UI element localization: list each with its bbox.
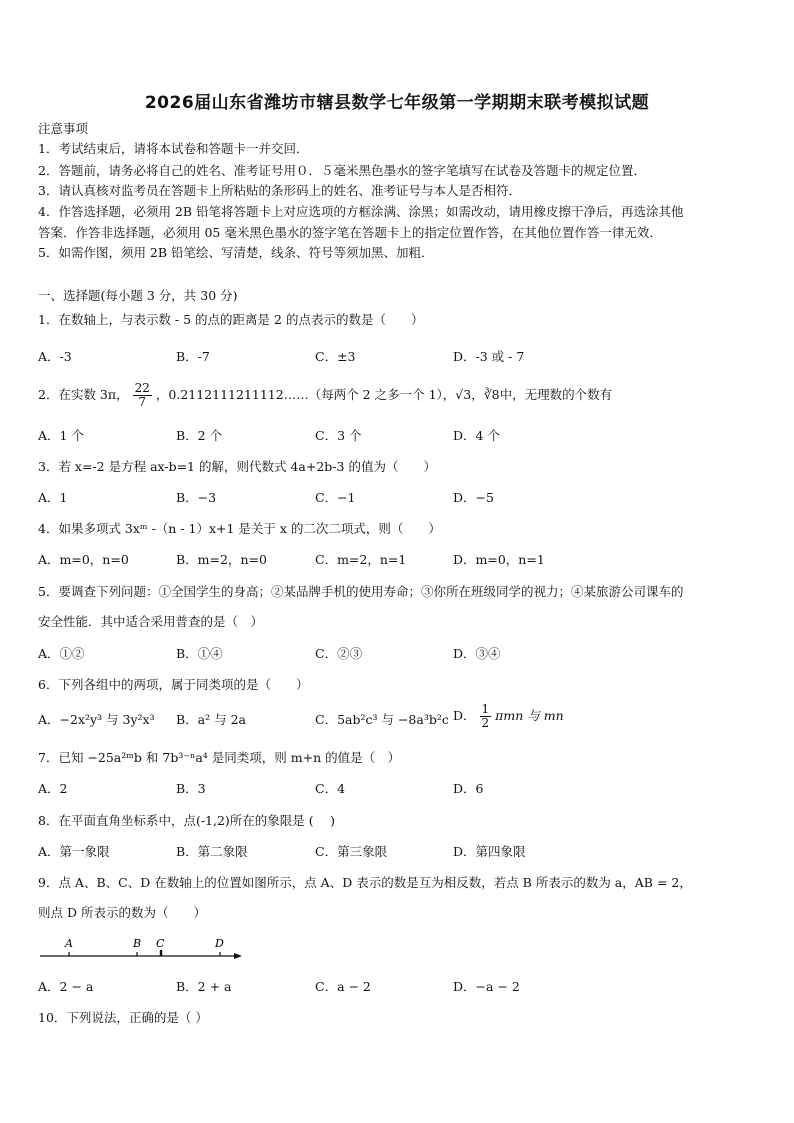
q7-option-d[interactable]: D．6 (453, 781, 484, 796)
question-9-stem: 9．点 A、B、C、D 在数轴上的位置如图所示，点 A、D 表示的数是互为相反数，若点 B 所表示的数为 a，AB = 2， (38, 875, 692, 890)
question-5-stem: 5．要调查下列问题：①全国学生的身高；②某品牌手机的使用寿命；③你所在班级同学的视力；④某旅游公司课车的 (38, 584, 684, 599)
number-line-figure (38, 934, 248, 964)
q6-option-d-label: D． (453, 708, 476, 723)
fraction-denominator: 2 (481, 716, 490, 730)
q3-option-b[interactable]: B．−3 (176, 490, 217, 505)
question-7-stem: 7．已知 −25a²ᵐb 和 7b³⁻ⁿa⁴ 是同类项，则 m+n 的值是（ ） (38, 750, 401, 765)
fraction (480, 703, 492, 730)
q8-option-d[interactable]: D．第四象限 (453, 844, 526, 859)
question-1-stem: 1．在数轴上，与表示数 - 5 的点的距离是 2 的点表示的数是（ ） (38, 312, 424, 327)
q5-option-b[interactable]: B．①④ (176, 646, 223, 661)
section-heading: 一、选择题(每小题 3 分，共 30 分) (38, 288, 238, 303)
q1-option-d[interactable]: D．-3 或 - 7 (453, 349, 525, 364)
point-label-b: B (133, 937, 142, 950)
q3-option-a[interactable]: A．1 (38, 490, 68, 505)
q1-option-a[interactable]: A．-3 (38, 349, 72, 364)
q3-option-c[interactable]: C．−1 (315, 490, 356, 505)
question-5-stem-cont: 安全性能．其中适合采用普查的是（ ） (38, 614, 264, 629)
question-10-stem: 10．下列说法，正确的是（ ） (38, 1010, 208, 1025)
q2-option-c[interactable]: C．3 个 (315, 428, 362, 443)
q9-option-c[interactable]: C．a − 2 (315, 979, 371, 994)
question-8-stem: 8．在平面直角坐标系中，点(-1,2)所在的象限是 ( ) (38, 813, 336, 828)
sqrt-3: √3 (455, 387, 472, 402)
q5-option-d[interactable]: D．③④ (453, 646, 501, 661)
q8-option-b[interactable]: B．第二象限 (176, 844, 248, 859)
q2-option-d[interactable]: D．4 个 (453, 428, 500, 443)
q9-option-a[interactable]: A．2 − a (38, 979, 94, 994)
notice-item: 答案．作答非选择题，必须用 05 毫米黑色墨水的签字笔在答题卡上的指定位置作答，在其他位置作答一律无效． (38, 225, 662, 240)
notice-item: 5．如需作图，须用 2B 铅笔绘、写清楚，线条、符号等须加黑、加粗． (38, 245, 434, 260)
q4-option-c[interactable]: C．m=2，n=1 (315, 552, 407, 567)
point-label-c: C (156, 937, 165, 950)
q8-option-c[interactable]: C．第三象限 (315, 844, 388, 859)
number-line-arrow (234, 953, 242, 959)
notice-item: 2．答题前，请务必将自己的姓名、准考证号用０．５毫米黑色墨水的签字笔填写在试卷及答题卡的规定位置． (38, 163, 646, 178)
q2-option-b[interactable]: B．2 个 (176, 428, 223, 443)
q8-option-a[interactable]: A．第一象限 (38, 844, 110, 859)
q1-option-b[interactable]: B．-7 (176, 349, 210, 364)
q9-option-b[interactable]: B．2 + a (176, 979, 232, 994)
fraction (133, 382, 152, 409)
point-label-d: D (215, 937, 224, 950)
question-3-stem: 3．若 x=-2 是方程 ax-b=1 的解，则代数式 4a+2b-3 的值为（ ） (38, 459, 436, 474)
fraction-numerator: 1 (481, 702, 490, 716)
notice-item: 3．请认真核对监考员在答题卡上所粘贴的条形码上的姓名、准考证号与本人是否相符． (38, 183, 521, 198)
q3-option-d[interactable]: D．−5 (453, 490, 494, 505)
notice-item: 1．考试结束后，请将本试卷和答题卡一并交回． (38, 141, 309, 156)
q5-option-a[interactable]: A．①② (38, 646, 85, 661)
q6-option-d-expr: πmn 与 mn (495, 708, 564, 723)
notice-heading: 注意事项 (38, 121, 89, 136)
q7-option-b[interactable]: B．3 (176, 781, 206, 796)
q2-stem-part: 2．在实数 3π， (38, 387, 129, 402)
q2-option-a[interactable]: A．1 个 (38, 428, 84, 443)
notice-item: 4．作答选择题，必须用 2B 铅笔将答题卡上对应选项的方框涂满、涂黑；如需改动，请用橡皮擦干净后，再选涂其他 (38, 204, 684, 219)
q1-option-c[interactable]: C．±3 (315, 349, 356, 364)
q5-option-c[interactable]: C．②③ (315, 646, 363, 661)
q4-option-b[interactable]: B．m=2，n=0 (176, 552, 267, 567)
q7-option-a[interactable]: A．2 (38, 781, 68, 796)
page-title: 2026届山东省潍坊市辖县数学七年级第一学期期末联考模拟试题 (144, 93, 650, 113)
point-label-a: A (65, 937, 73, 950)
q9-option-d[interactable]: D．−a − 2 (453, 979, 520, 994)
q4-option-a[interactable]: A．m=0，n=0 (38, 552, 129, 567)
question-2-stem: 2．在实数 3π， $\frac{22}{7}$ ，0.2112111211112……（每两个 2 之多一个 1），√3，∛8中，无理数的个数有 (38, 381, 613, 409)
question-6-stem: 6．下列各组中的两项，属于同类项的是（ ） (38, 677, 309, 692)
question-4-stem: 4．如果多项式 3xᵐ -（n - 1）x+1 是关于 x 的二次二项式，则（ ） (38, 521, 441, 536)
q2-stem-part: ，0.2112111211112……（每两个 2 之多一个 1）， (155, 387, 456, 402)
question-9-stem-cont: 则点 D 所表示的数为（ ） (38, 905, 206, 920)
q6-option-b[interactable]: B．a² 与 2a (176, 712, 247, 727)
cbrt-8: ∛8 (483, 387, 500, 402)
q7-option-c[interactable]: C．4 (315, 781, 346, 796)
q6-option-d[interactable] (453, 703, 564, 730)
q6-option-a[interactable]: A．−2x²y³ 与 3y²x³ (38, 712, 155, 727)
q4-option-d[interactable]: D．m=0，n=1 (453, 552, 545, 567)
fraction-numerator: 22 (134, 381, 150, 395)
q2-stem-part: 中，无理数的个数有 (499, 387, 613, 402)
q6-option-c[interactable]: C．5ab²c³ 与 −8a³b²c (315, 712, 449, 727)
fraction-denominator: 7 (138, 395, 147, 409)
